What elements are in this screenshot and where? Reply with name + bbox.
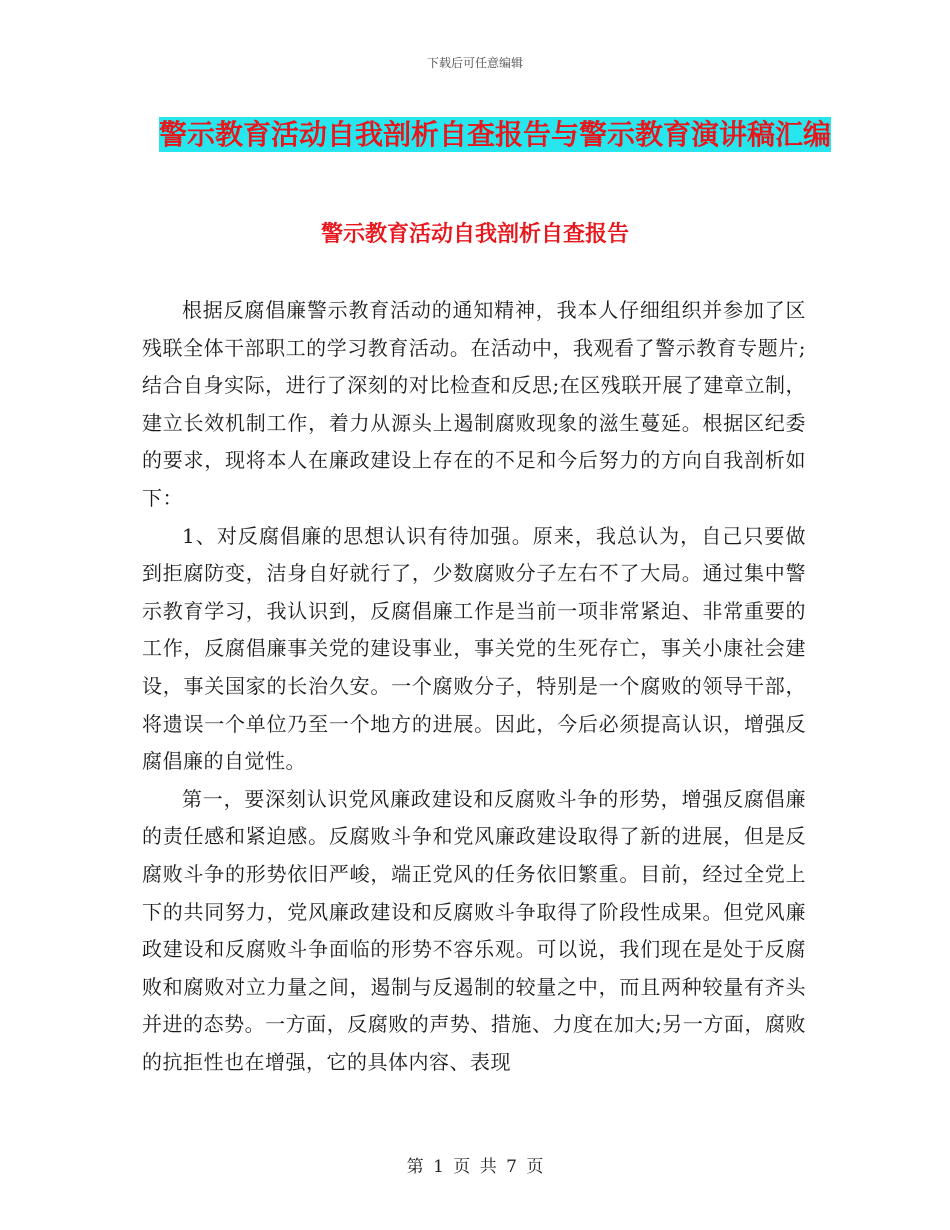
section-title: 警示教育活动自我剖析自查报告 — [320, 222, 629, 247]
footer-total-unit: 页 — [526, 1157, 544, 1177]
page-footer — [0, 1152, 950, 1177]
document-title-text: 警示教育活动自我剖析自查报告与警示教育演讲稿汇编 — [158, 118, 831, 151]
footer-page-label: 第 — [406, 1157, 424, 1177]
footer-page-number: 1 — [433, 1157, 444, 1177]
paragraph: 根据反腐倡廉警示教育活动的通知精神，我本人仔细组织并参加了区残联全体干部职工的学习教育活动。在活动中，我观看了警示教育专题片;结合自身实际，进行了深刻的对比检查和反思;在区残联开展了建章立制，建立长效机制工作，着力从源头上遏制腐败现象的滋生蔓延。根据区纪委的要求，现将本人在廉政建设上存在的不足和今后努力的方向自我剖析如下： — [142, 298, 806, 510]
footer-page-unit: 页 — [453, 1157, 471, 1177]
paragraph: 1、对反腐倡廉的思想认识有待加强。原来，我总认为，自己只要做到拒腐防变，洁身自好就行了，少数腐败分子左右不了大局。通过集中警示教育学习，我认识到，反腐倡廉工作是当前一项非常紧迫、非常重要的工作，反腐倡廉事关党的建设事业，事关党的生死存亡，事关小康社会建设，事关国家的长治久安。一个腐败分子，特别是一个腐败的领导干部，将遗误一个单位乃至一个地方的进展。因此，今后必须提高认识，增强反腐倡廉的自觉性。 — [142, 523, 806, 774]
footer-total-label: 共 — [479, 1157, 497, 1177]
footer-total-pages: 7 — [506, 1157, 517, 1177]
paragraph: 第一，要深刻认识党风廉政建设和反腐败斗争的形势，增强反腐倡廉的责任感和紧迫感。反腐败斗争和党风廉政建设取得了新的进展，但是反腐败斗争的形势依旧严峻，端正党风的任务依旧繁重。目前，经过全党上下的共同努力，党风廉政建设和反腐败斗争取得了阶段性成果。但党风廉政建设和反腐败斗争面临的形势不容乐观。可以说，我们现在是处于反腐败和腐败对立力量之间，遏制与反遏制的较量之中，而且两种较量有齐头并进的态势。一方面，反腐败的声势、措施、力度在加大;另一方面，腐败的抗拒性也在增强，它的具体内容、表现 — [142, 786, 806, 1074]
document-title — [150, 110, 840, 160]
document-body — [142, 292, 806, 1081]
header-note: 下载后可任意编辑 — [426, 56, 523, 70]
